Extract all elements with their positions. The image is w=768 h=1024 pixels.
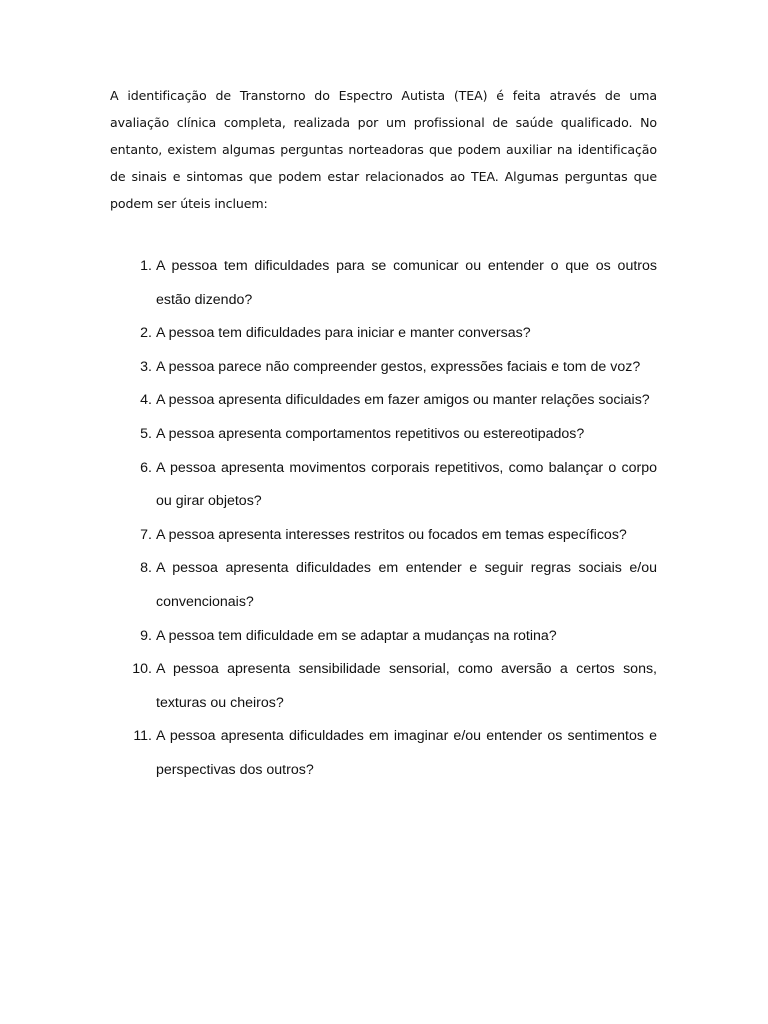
list-item xyxy=(110,653,657,720)
list-item xyxy=(110,620,657,654)
list-item xyxy=(110,452,657,519)
item-number: 4. xyxy=(140,392,152,409)
item-text: A pessoa apresenta comportamentos repetitivos ou estereotipados? xyxy=(156,425,585,442)
list-item xyxy=(110,418,657,452)
item-number: 2. xyxy=(140,325,152,342)
item-number: 10. xyxy=(132,661,152,678)
item-text: A pessoa apresenta dificuldades em fazer amigos ou manter relações sociais? xyxy=(156,392,650,409)
item-number: 6. xyxy=(140,459,152,476)
list-item xyxy=(110,519,657,553)
list-item xyxy=(110,351,657,385)
list-item xyxy=(110,317,657,351)
list-item xyxy=(110,552,657,619)
list-item xyxy=(110,384,657,418)
item-number: 8. xyxy=(140,560,152,577)
item-text: A pessoa tem dificuldades para iniciar e manter conversas? xyxy=(156,325,531,342)
intro-paragraph: A identificação de Transtorno do Espectro Autista (TEA) é feita através de uma avaliação clínica completa, realizada por um profissional de saúde qualificado. No entanto, existem algumas perguntas norteadoras que podem auxiliar na identificação de sinais e sintomas que podem estar relacionados ao TEA. Algumas perguntas que podem ser úteis incluem: xyxy=(110,88,657,211)
item-text: A pessoa apresenta movimentos corporais repetitivos, como balançar o corpo ou girar objetos? xyxy=(156,459,657,510)
item-text: A pessoa apresenta dificuldades em imaginar e/ou entender os sentimentos e perspectivas dos outros? xyxy=(156,728,657,778)
item-number: 1. xyxy=(140,258,152,274)
item-text: A pessoa tem dificuldade em se adaptar a mudanças na rotina? xyxy=(156,627,557,644)
item-number: 11. xyxy=(133,728,152,745)
item-number: 3. xyxy=(140,358,152,375)
item-text: A pessoa apresenta dificuldades em entender e seguir regras sociais e/ou convencionais? xyxy=(156,560,657,610)
item-number: 7. xyxy=(140,526,152,543)
item-text: A pessoa parece não compreender gestos, expressões faciais e tom de voz? xyxy=(156,358,641,375)
list-item xyxy=(110,250,657,317)
item-number: 9. xyxy=(140,627,152,644)
item-number: 5. xyxy=(140,425,152,442)
item-text: A pessoa apresenta interesses restritos ou focados em temas específicos? xyxy=(156,526,627,543)
questions-list xyxy=(110,250,657,788)
list-item xyxy=(110,720,657,787)
item-text: A pessoa tem dificuldades para se comunicar ou entender o que os outros estão dizendo? xyxy=(156,258,657,308)
item-text: A pessoa apresenta sensibilidade sensorial, como aversão a certos sons, texturas ou cheiros? xyxy=(156,661,657,711)
